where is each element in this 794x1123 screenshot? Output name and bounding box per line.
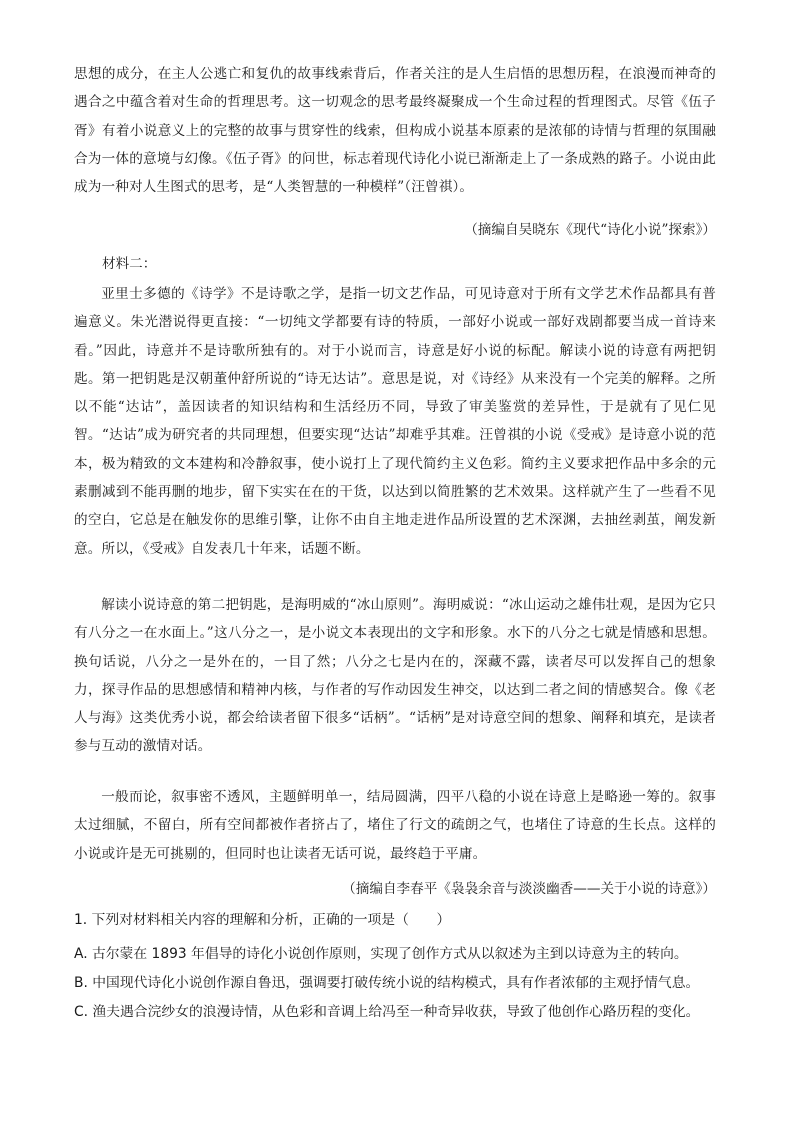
material-two-heading: 材料二： xyxy=(102,256,157,272)
option-a: A. 古尔蒙在 1893 年倡导的诗化小说创作原则，实现了创作方式从以叙述为主到以诗意为主的转向。 xyxy=(74,946,688,962)
option-c: C. 渔夫遇合浣纱女的浪漫诗情，从色彩和音调上给冯至一种奇异收获，导致了他创作心路历程的变化。 xyxy=(74,1004,700,1020)
question-stem: 1. 下列对材料相关内容的理解和分析，正确的一项是（ ） xyxy=(74,912,451,928)
source-citation-one: （摘编自吴晓东《现代“诗化小说”探索》） xyxy=(464,222,716,238)
material-two-paragraph-2: 解读小说诗意的第二把钥匙，是海明威的“冰山原则”。海明威说：“冰山运动之雄伟壮观，是因为它只有八分之一在水面上。”这八分之一，是小说文本表现出的文字和形象。水下的八分之七就是情感和思想。换句话说，八分之一是外在的，一目了然；八分之七是内在的，深藏不露，读者尽可以发挥自己的想象力，探寻作品的思想感情和精神内核，与作者的写作动因发生神交，以达到二者之间的情感契合。像《老人与海》这类优秀小说，都会给读者留下很多“话柄”。“话柄”是对诗意空间的想象、阐释和填充，是读者参与互动的激情对话。 xyxy=(74,597,716,755)
material-two-paragraph-3: 一般而论，叙事密不透风，主题鲜明单一，结局圆满，四平八稳的小说在诗意上是略逊一筹的。叙事太过细腻，不留白，所有空间都被作者挤占了，堵住了行文的疏朗之气，也堵住了诗意的生长点。这样的小说或许是无可挑剔的，但同时也让读者无话可说，最终趋于平庸。 xyxy=(74,789,716,862)
source-citation-two: （摘编自李春平《袅袅余音与淡淡幽香——关于小说的诗意》） xyxy=(342,881,716,897)
material-one-paragraph: 思想的成分，在主人公逃亡和复仇的故事线索背后，作者关注的是人生启悟的思想历程，在浪漫而神奇的遇合之中蕴含着对生命的哲理思考。这一切观念的思考最终凝聚成一个生命过程的哲理图式。尽管《伍子胥》有着小说意义上的完整的故事与贯穿性的线索，但构成小说基本原素的是浓郁的诗情与哲理的氛围融合为一体的意境与幻像。《伍子胥》的问世，标志着现代诗化小说已渐渐走上了一条成熟的路子。小说由此成为一种对人生图式的思考，是“人类智慧的一种模样”（汪曾祺）。 xyxy=(74,66,716,196)
option-b: B. 中国现代诗化小说创作源自鲁迅，强调要打破传统小说的结构模式，具有作者浓郁的主观抒情气息。 xyxy=(74,975,700,991)
material-two-paragraph-1: 亚里士多德的《诗学》不是诗歌之学，是指一切文艺作品，可见诗意对于所有文学艺术作品都具有普遍意义。朱光潜说得更直接：“一切纯文学都要有诗的特质，一部好小说或一部好戏剧都要当成一首诗来看。”因此，诗意并不是诗歌所独有的。对于小说而言，诗意是好小说的标配。解读小说的诗意有两把钥匙。第一把钥匙是汉朝董仲舒所说的“诗无达诂”。意思是说，对《诗经》从来没有一个完美的解释。之所以不能“达诂”，盖因读者的知识结构和生活经历不同，导致了审美鉴赏的差异性，于是就有了见仁见智。“达诂”成为研究者的共同理想，但要实现“达诂”却难乎其难。汪曾祺的小说《受戒》是诗意小说的范本，极为精致的文本建构和冷静叙事，使小说打上了现代简约主义色彩。简约主义要求把作品中多余的元素删减到不能再删的地步，留下实实在在的干货，以达到以简胜繁的艺术效果。这样就产生了一些看不见的空白，它总是在触发你的思维引擎，让你不由自主地走进作品所设置的艺术深渊，去抽丝剥茧，阐发新意。所以，《受戒》自发表几十年来，话题不断。 xyxy=(74,286,716,557)
